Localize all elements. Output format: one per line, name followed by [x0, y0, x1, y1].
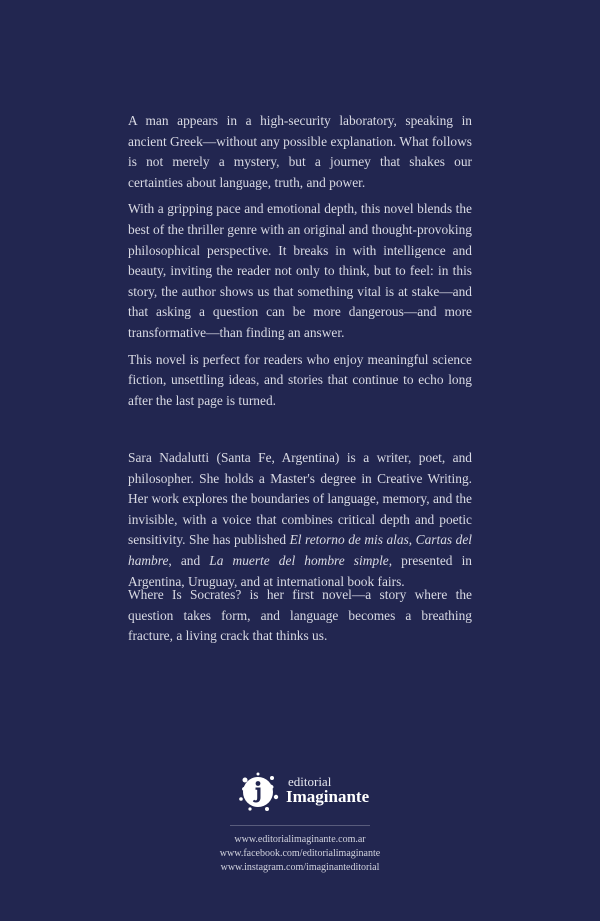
publisher-logo	[230, 765, 380, 825]
synopsis-paragraph: This novel is perfect for readers who enjoy meaningful science fiction, unsettling ideas, and stories that continue to echo long after the last page is turned.	[128, 351, 472, 408]
book-title: La muerte del hombre simple	[209, 552, 389, 568]
book-title: Cartas del hambre	[128, 532, 473, 568]
publisher-links	[150, 833, 450, 875]
closing-statement	[128, 585, 472, 653]
book-title: El retorno de mis alas	[289, 532, 409, 548]
synopsis-paragraph: A man appears in a high-security laboratory, speaking in ancient Greek—without any possible explanation. What follows is not merely a mystery, but a journey that shakes our certainties about language, truth, and power.	[128, 113, 472, 190]
author-bio	[128, 448, 472, 598]
website-link[interactable]: www.editorialimaginante.com.ar	[234, 834, 366, 845]
synopsis-paragraph: With a gripping pace and emotional depth, this novel blends the best of the thriller genre with an original and thought-provoking philosophical perspective. It breaks in with intelligence and beauty, inviting the reader not only to think, but to feel: in this story, the author shows us that something vital is at stake—and that asking a question can be more dangerous—and more transformative—than finding an answer.	[128, 201, 472, 340]
ink-splash-logo-icon	[236, 769, 280, 813]
instagram-link[interactable]: www.instagram.com/imaginanteditorial	[220, 862, 380, 873]
publisher-label-small: editorial	[288, 774, 332, 789]
divider	[230, 825, 370, 826]
author-bio-intro: Sara Nadalutti (Santa Fe, Argentina) is a writer, poet, and philosopher. She holds a Master's degree in Creative Writing. Her work explores the boundaries of language, memory, and the invisible, with a voice that combines critical depth and poetic sensitivity. She has published	[128, 450, 472, 548]
synopsis	[128, 111, 472, 417]
facebook-link[interactable]: www.facebook.com/editorialimaginante	[219, 848, 381, 859]
author-bio-paragraph	[128, 448, 472, 592]
separator: ,	[408, 532, 416, 548]
closing-paragraph: Where Is Socrates? is her first novel—a story where the question takes form, and language becomes a breathing fracture, a living crack that thinks us.	[128, 587, 472, 644]
publisher-label-big: Imaginante	[286, 787, 370, 806]
author-bio-outro: , presented in Argentina, Uruguay, and at international book fairs.	[128, 552, 472, 589]
separator: , and	[168, 552, 210, 568]
